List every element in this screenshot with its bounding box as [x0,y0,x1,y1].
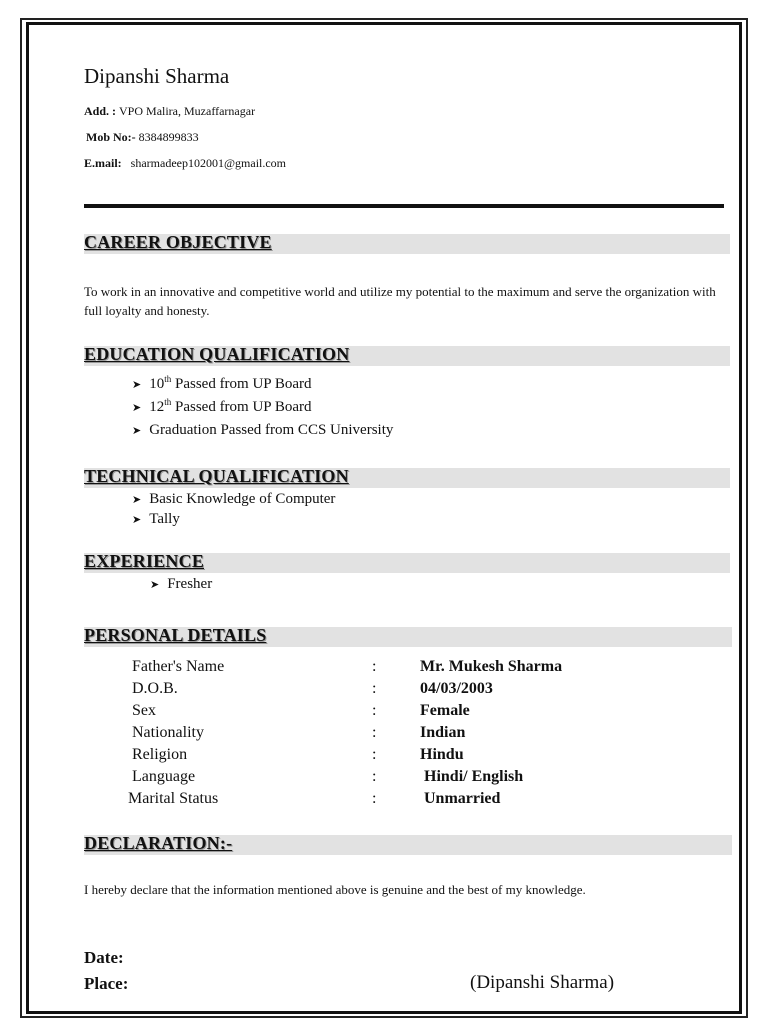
education-item: ➤ Graduation Passed from CCS University [132,422,394,438]
candidate-name: Dipanshi Sharma [84,64,230,88]
education-item: ➤ 10th Passed from UP Board [132,374,312,392]
bullet-arrow-icon: ➤ [132,378,142,391]
technical-heading: TECHNICAL QUALIFICATION [84,466,349,486]
signature-name: (Dipanshi Sharma) [470,972,615,993]
personal-value: Female [420,702,470,719]
email-value: sharmadeep102001@gmail.com [130,156,287,170]
address-line [84,104,255,119]
personal-separator: : [372,702,377,719]
date-label: Date: [84,948,124,967]
address-value: VPO Malira, Muzaffarnagar [119,104,256,118]
personal-label: Sex [132,702,156,719]
personal-label: Nationality [132,724,204,741]
personal-value: Unmarried [424,790,501,807]
personal-label: Marital Status [128,790,219,807]
place-label: Place: [84,974,129,993]
bullet-arrow-icon: ➤ [132,424,142,437]
education-heading: EDUCATION QUALIFICATION [84,344,350,364]
personal-label: Religion [132,746,188,763]
declaration-text: I hereby declare that the information mentioned above is genuine and the best of my knowledge. [84,882,586,897]
personal-value: 04/03/2003 [420,680,493,697]
technical-item: ➤ Tally [132,511,180,527]
bullet-arrow-icon: ➤ [132,513,142,526]
career-text: To work in an innovative and competitive world and utilize my potential to the maximum and serve the organization with full loyalty and honesty. [84,284,716,318]
mobile-line [86,130,199,145]
personal-value: Indian [420,724,466,741]
education-item: ➤ 12th Passed from UP Board [132,397,312,415]
career-heading: CAREER OBJECTIVE [84,232,272,252]
personal-separator: : [372,790,377,807]
personal-separator: : [372,724,377,741]
bullet-arrow-icon: ➤ [132,493,142,506]
header-divider [84,204,724,208]
address-label: Add. : [84,104,117,118]
experience-item: ➤ Fresher [150,576,213,592]
personal-label: Father's Name [132,658,225,675]
personal-heading: PERSONAL DETAILS [84,625,267,645]
personal-separator: : [372,658,377,675]
personal-separator: : [372,768,377,785]
email-line [84,156,286,171]
personal-label: Language [132,768,196,785]
personal-label: D.O.B. [132,680,178,697]
technical-item: ➤ Basic Knowledge of Computer [132,491,336,507]
personal-value: Hindi/ English [424,768,524,785]
declaration-heading: DECLARATION:- [84,833,233,853]
mobile-value: 8384899833 [138,130,199,144]
bullet-arrow-icon: ➤ [150,578,160,591]
personal-value: Mr. Mukesh Sharma [420,658,563,675]
experience-heading: EXPERIENCE [84,551,205,571]
personal-value: Hindu [420,746,464,763]
personal-separator: : [372,680,377,697]
personal-separator: : [372,746,377,763]
email-label: E.mail: [84,156,122,170]
mobile-label: Mob No:- [86,130,136,144]
bullet-arrow-icon: ➤ [132,401,142,414]
